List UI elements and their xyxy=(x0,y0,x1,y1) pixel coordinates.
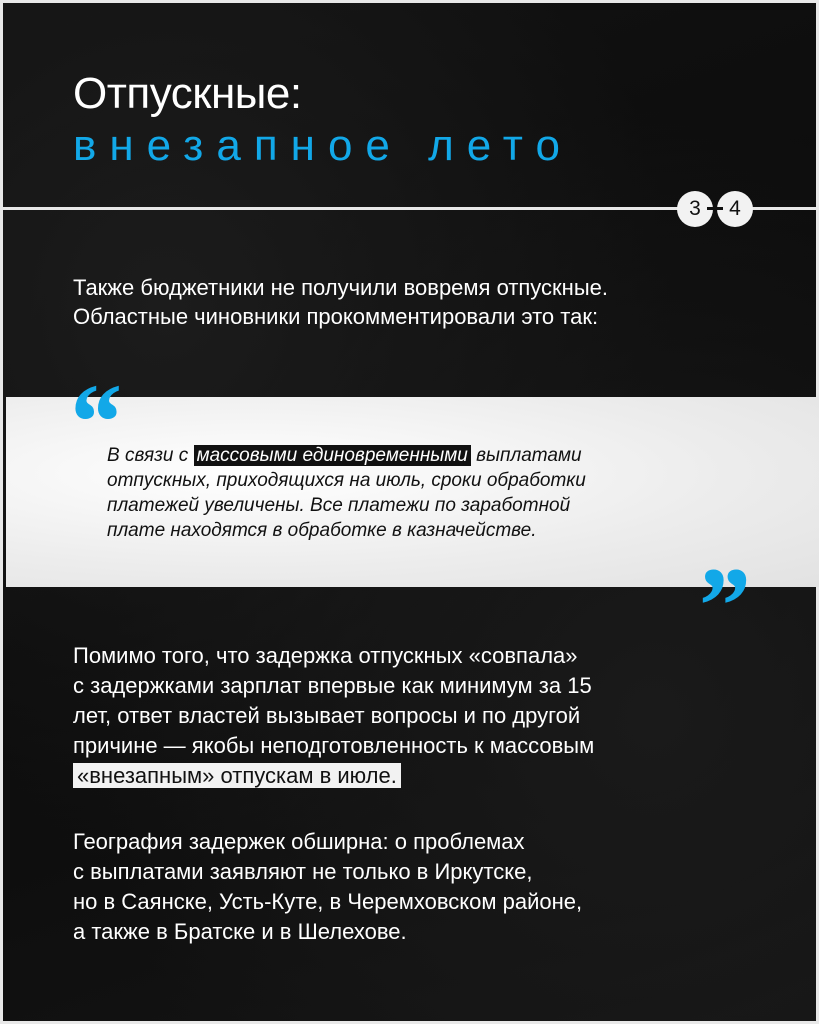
body-line xyxy=(73,761,773,791)
quote-text-pre: В связи с xyxy=(107,445,194,466)
body-line: а также в Братске и в Шелехове. xyxy=(73,919,407,944)
page-next: 4 xyxy=(717,191,753,227)
open-quote-icon: “ xyxy=(65,361,120,483)
quote-line: плате находятся в обработке в казначействе. xyxy=(107,520,537,541)
quote-line: отпускных, приходящихся на июль, сроки обработки xyxy=(107,470,586,491)
body-line: с задержками зарплат впервые как минимум за 15 xyxy=(73,673,592,698)
body-highlight: «внезапным» отпускам в июле. xyxy=(73,763,401,788)
intro-line: Областные чиновники прокомментировали это так: xyxy=(73,304,599,329)
body-line: причине — якобы неподготовленность к массовым xyxy=(73,733,595,758)
intro-line: Также бюджетники не получили вовремя отпускные. xyxy=(73,275,608,300)
quote-line: платежей увеличены. Все платежи по заработной xyxy=(107,495,571,516)
close-quote-icon: ” xyxy=(693,545,748,667)
body-line: но в Саянске, Усть-Куте, в Черемховском районе, xyxy=(73,889,583,914)
title-subtitle: внезапное лето xyxy=(73,121,573,170)
body-line: География задержек обширна: о проблемах xyxy=(73,829,525,854)
body-line: Помимо того, что задержка отпускных «совпала» xyxy=(73,643,578,668)
quote-highlight: массовыми единовременными xyxy=(194,445,471,466)
title-main: Отпускные: xyxy=(73,69,302,118)
page-indicator xyxy=(677,191,753,227)
page-current: 3 xyxy=(677,191,713,227)
body-paragraph-1 xyxy=(73,641,773,791)
body-line: лет, ответ властей вызывает вопросы и по другой xyxy=(73,703,581,728)
official-quote xyxy=(107,443,747,543)
page-dash xyxy=(707,207,723,210)
body-paragraph-2 xyxy=(73,827,773,947)
intro-paragraph xyxy=(73,273,773,331)
body-line: с выплатами заявляют не только в Иркутске, xyxy=(73,859,533,884)
quote-text-post: выплатами xyxy=(470,445,582,466)
quote-line xyxy=(107,443,747,468)
